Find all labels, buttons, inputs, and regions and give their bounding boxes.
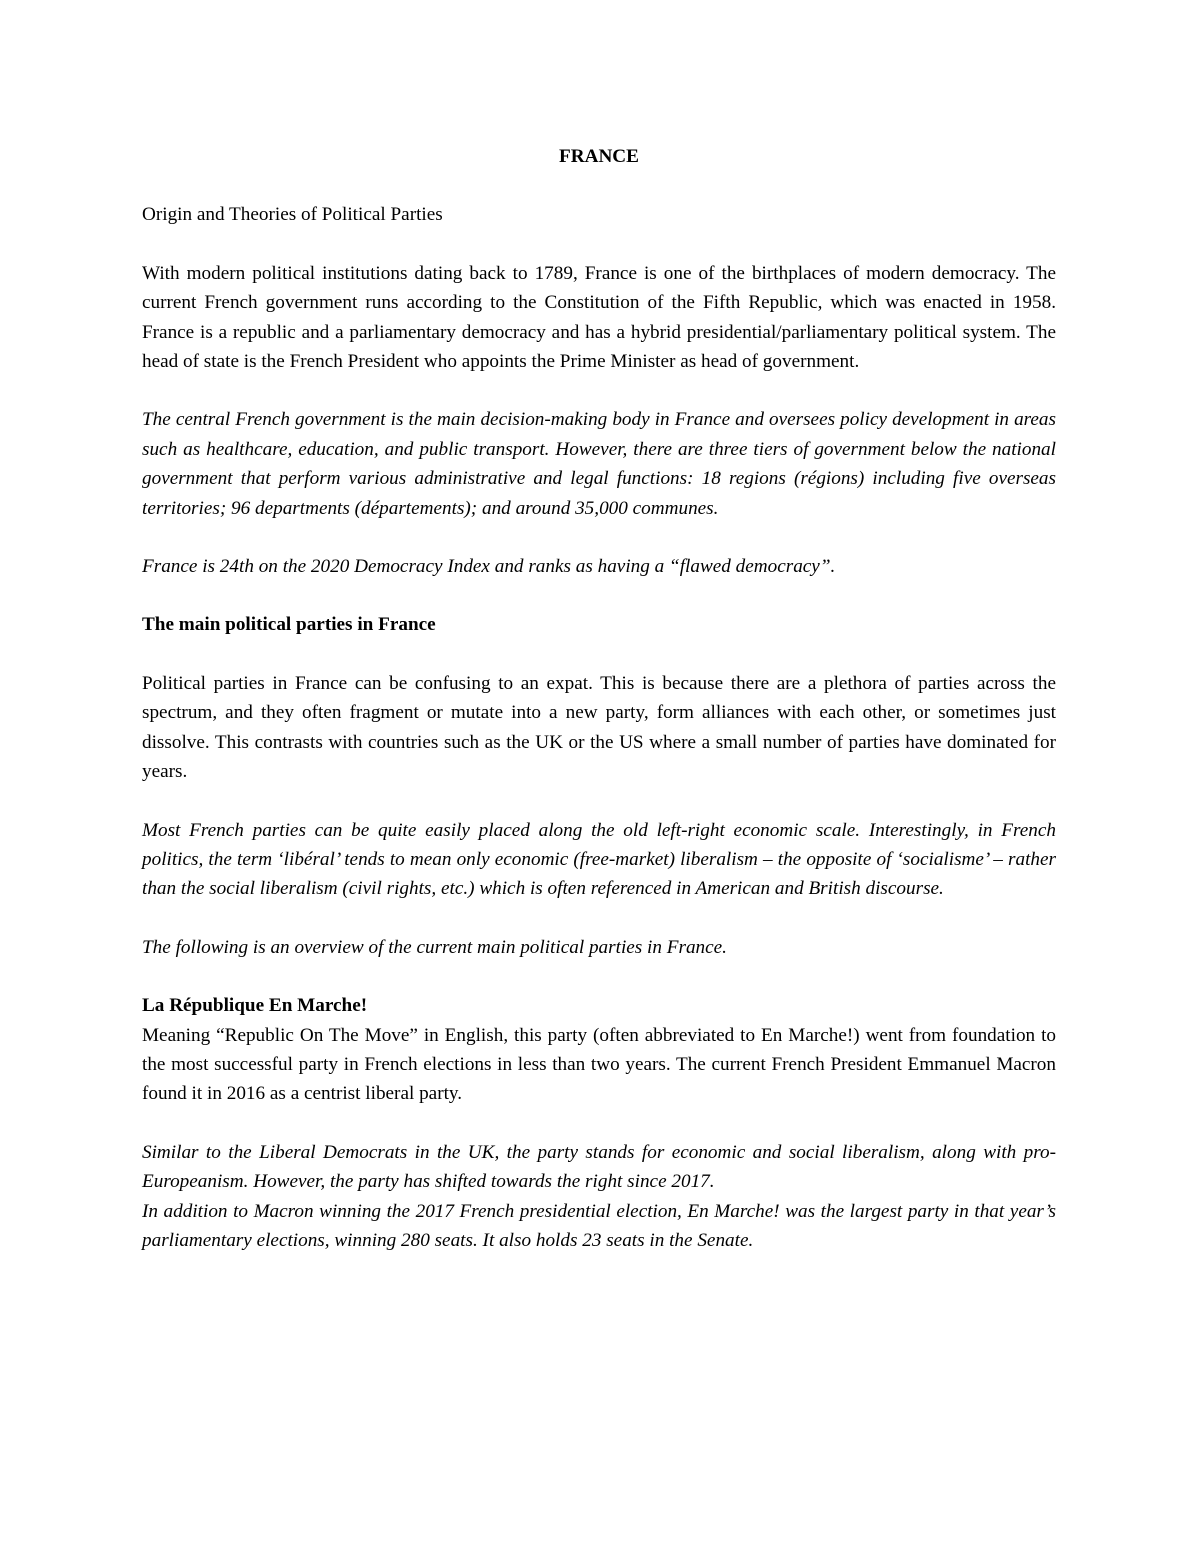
paragraph-en-marche-origin: Meaning “Republic On The Move” in English, this party (often abbreviated to En Marche!) went from foundation to the most successful party in French elections in less than two years. The current French President Emmanuel Macron found it in 2016 as a centrist liberal party. [142,1024,1056,1105]
paragraph-en-marche-liberalism: Similar to the Liberal Democrats in the UK, the party stands for economic and social liberalism, along with pro-Europeanism. However, the party has shifted towards the right since 2017. [142,1141,1056,1193]
paragraph-democracy-index: France is 24th on the 2020 Democracy Index and ranks as having a “flawed democracy”. [142,556,836,578]
heading-main-parties: The main political parties in France [142,614,436,636]
paragraph-overview-intro: The following is an overview of the current main political parties in France. [142,936,727,958]
paragraph-parties-confusing: Political parties in France can be confusing to an expat. This is because there are a plethora of parties across the spectrum, and they often fragment or mutate into a new party, form alliances with each other, or sometimes just dissolve. This contrasts with countries such as the UK or the US where a small number of parties have dominated for years. [142,672,1056,783]
heading-en-marche: La République En Marche! [142,995,368,1017]
paragraph-history: With modern political institutions dating back to 1789, France is one of the birthplaces of modern democracy. The current French government runs according to the Constitution of the Fifth Republic, which was enacted in 1958. France is a republic and a parliamentary democracy and has a hybrid presidential/parliamentary political system. The head of state is the French President who appoints the Prime Minister as head of government. [142,262,1056,373]
section-subtitle: Origin and Theories of Political Parties [142,204,443,226]
paragraph-government-tiers: The central French government is the main decision-making body in France and oversees policy development in areas such as healthcare, education, and public transport. However, there are three tiers of government below the national government that perform various administrative and legal functions: 18 regions (régions) including five overseas territories; 96 departments (départements); and around 35,000 communes. [142,409,1056,519]
document-body [142,142,1056,1255]
paragraph-left-right-scale: Most French parties can be quite easily placed along the old left-right economic scale. Interestingly, in French politics, the term ‘libéral’ tends to mean only economic (free-market) liberalism – the opposite of ‘socialisme’ – rather than the social liberalism (civil rights, etc.) which is often referenced in American and British discourse. [142,819,1056,900]
document-title: FRANCE [559,146,639,167]
paragraph-en-marche-elections: In addition to Macron winning the 2017 French presidential election, En Marche! was the largest party in that year’s parliamentary elections, winning 280 seats. It also holds 23 seats in the Senate. [142,1200,1056,1251]
